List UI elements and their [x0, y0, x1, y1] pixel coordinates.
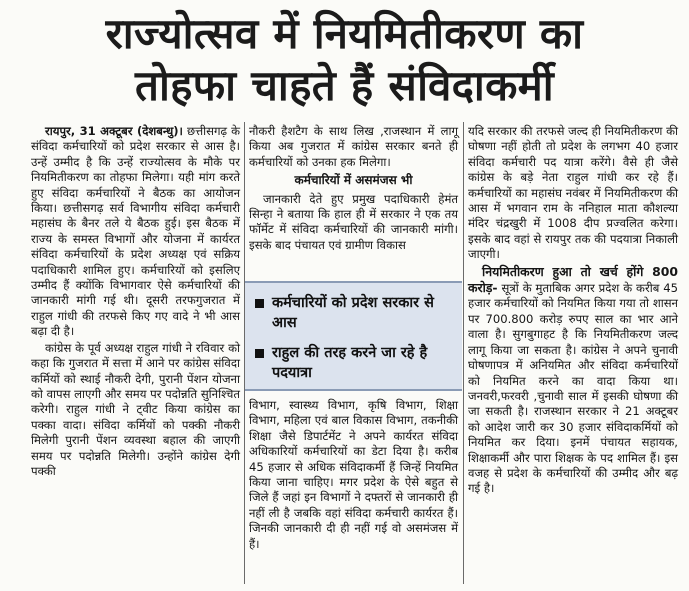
article-column-1	[31, 124, 240, 480]
pull-quote-item	[253, 343, 454, 383]
paragraph: जानकारी देते हुए प्रमुख पदाधिकारी हेमंत सिन्हा ने बताया कि हाल ही में सरकार ने एक तय फॉर्मेट में संविदा कर्मचारियों की जानकारी मांगी। इसके बाद पंचायत एवं ग्रामीण विकास	[249, 191, 458, 252]
article-column-2	[249, 124, 458, 254]
paragraph: सूत्रों के मुताबिक अगर प्रदेश के करीब 45 हजार कर्मचारियों को नियमित किया गया तो शासन पर 700.800 करोड़ रुपए साल का भार आने वाला है। सुगबुगाहट है कि नियमितीकरण जल्द लागू किया जा सकता है। कांग्रेस ने अपने चुनावी घोषणापत्र में अनियमित और संविदा कर्मचारियों को नियमित करने का वादा किया था। जनवरी,फरवरी ,चुनावी साल में इसकी घोषणा की जा सकती है। राजस्थान सरकार ने 21 अक्टूबर को आदेश जारी कर 30 हजार संविदाकर्मियों को नियमित कर दिया। इनमें पंचायत सहायक, शिक्षाकर्मी और पारा शिक्षक के पद शामिल हैं। इस वजह से प्रदेश के कर्मचारियों की उम्मीद और बढ़ गई है।	[468, 281, 679, 496]
column-divider	[463, 122, 464, 584]
subheading: कर्मचारियों में असमंजस भी	[294, 173, 413, 188]
paragraph: कांग्रेस के पूर्व अध्यक्ष राहुल गांधी ने रविवार को कहा कि गुजरात में सत्ता में आने पर कांग्रेस संविदा कर्मियों को स्थाई नौकरी देगी, पुरानी पेंशन योजना को वापस लाएगी और समय पर पदोन्नति सुनिश्चित करेगी। राहुल गांधी ने ट्वीट किया कांग्रेस का पक्का वादा। संविदा कर्मियों को पक्की नौकरी मिलेगी पुरानी पेंशन व्यवस्था बहाल की जाएगी समय पर पदोन्नति मिलेगी। उन्होंने कांग्रेस देगी पक्की	[31, 340, 240, 478]
pull-quote-text: कर्मचारियों को प्रदेश सरकार से आस	[272, 295, 434, 331]
paragraph: छत्तीसगढ़ के संविदा कर्मचारियों को प्रदेश सरकार से आस है। उन्हें उम्मीद है कि उन्हें राज्योत्सव के मौके पर नियमितीकरण का तोहफा मिलेगा। यही मांग करते हुए संविदा कर्मचारियों ने बैठक का आयोजन किया। छत्तीसगढ़ सर्व विभागीय संविदा कर्मचारी महासंघ के बैनर तले ये बैठक हुई। इस बैठक में राज्य के समस्त विभागों और योजना में कार्यरत संविदा कर्मचारियों के प्रदेश अध्यक्ष एवं सक्रिय पदाधिकारी शामिल हुए। कर्मचारियों को इसलिए उम्मीद हैं क्योंकि विभागवार ऐसे कर्मचारियों की जानकारी मांगी गई थी। दूसरी तरफगुजरात में राहुल गांधी की तरफसे किए गए वादे ने भी आस बढ़ा दी है।	[31, 124, 240, 339]
pull-quote-item	[253, 293, 454, 333]
article-column-3	[468, 124, 678, 498]
square-bullet-icon	[255, 349, 264, 358]
square-bullet-icon	[255, 299, 264, 308]
article-column-2-lower	[249, 398, 458, 552]
bold-lead-heading: नियमितीकरण हुआ तो खर्च होंगे 800 करोड़-	[468, 263, 678, 296]
dateline: रायपुर, 31 अक्टूबर (देशबन्धु)।	[45, 124, 183, 138]
headline-line-2: तोहफा चाहते हैं संविदाकर्मी	[135, 61, 554, 110]
pull-quote-box	[245, 281, 462, 391]
headline-line-1: राज्योत्सव में नियमितीकरण का	[105, 9, 584, 58]
paragraph: यदि सरकार की तरफसे जल्द ही नियमितीकरण की घोषणा नहीं होती तो प्रदेश के लगभग 40 हजार संविदा कर्मचारी पद यात्रा करेंगे। वैसे ही जैसे कांग्रेस के बड़े नेता राहुल गांधी कर रहे हैं। कर्मचारियों का महासंघ नवंबर में नियमितीकरण की आस में भगवान राम के ननिहाल माता कौशल्या मंदिर चंद्रखुरी में 1008 दीप प्रज्वलित करेगा। इसके बाद वहां से रायपुर तक की पदयात्रा निकाली जाएगी।	[468, 124, 678, 262]
pull-quote-text: राहुल की तरह करने जा रहे है पदयात्रा	[272, 345, 428, 381]
headline	[0, 8, 689, 112]
paragraph: विभाग, स्वास्थ्य विभाग, कृषि विभाग, शिक्षा विभाग, महिला एवं बाल विकास विभाग, तकनीकी शिक्षा जैसे डिपार्टमेंट ने अपने कार्यरत संविदा अधिकारियों कर्मचारियों का डेटा दिया है। करीब 45 हजार से अधिक संविदाकर्मी हैं जिन्हें नियमित किया जाना चाहिए। मगर प्रदेश के ऐसे बहुत से जिले हैं जहां इन विभागों ने दफ्तरों से जानकारी ही नहीं ली है जबकि वहां संविदा कर्मचारी कार्यरत हैं। जिनकी जानकारी दी ही नहीं गई वो असमंजस में हैं।	[249, 398, 458, 551]
paragraph: नौकरी हैशटैग के साथ लिख ,राजस्थान में लागू किया अब गुजरात में कांग्रेस सरकार बनते ही कर्मचारियों को उनका हक मिलेगा।	[249, 124, 458, 169]
